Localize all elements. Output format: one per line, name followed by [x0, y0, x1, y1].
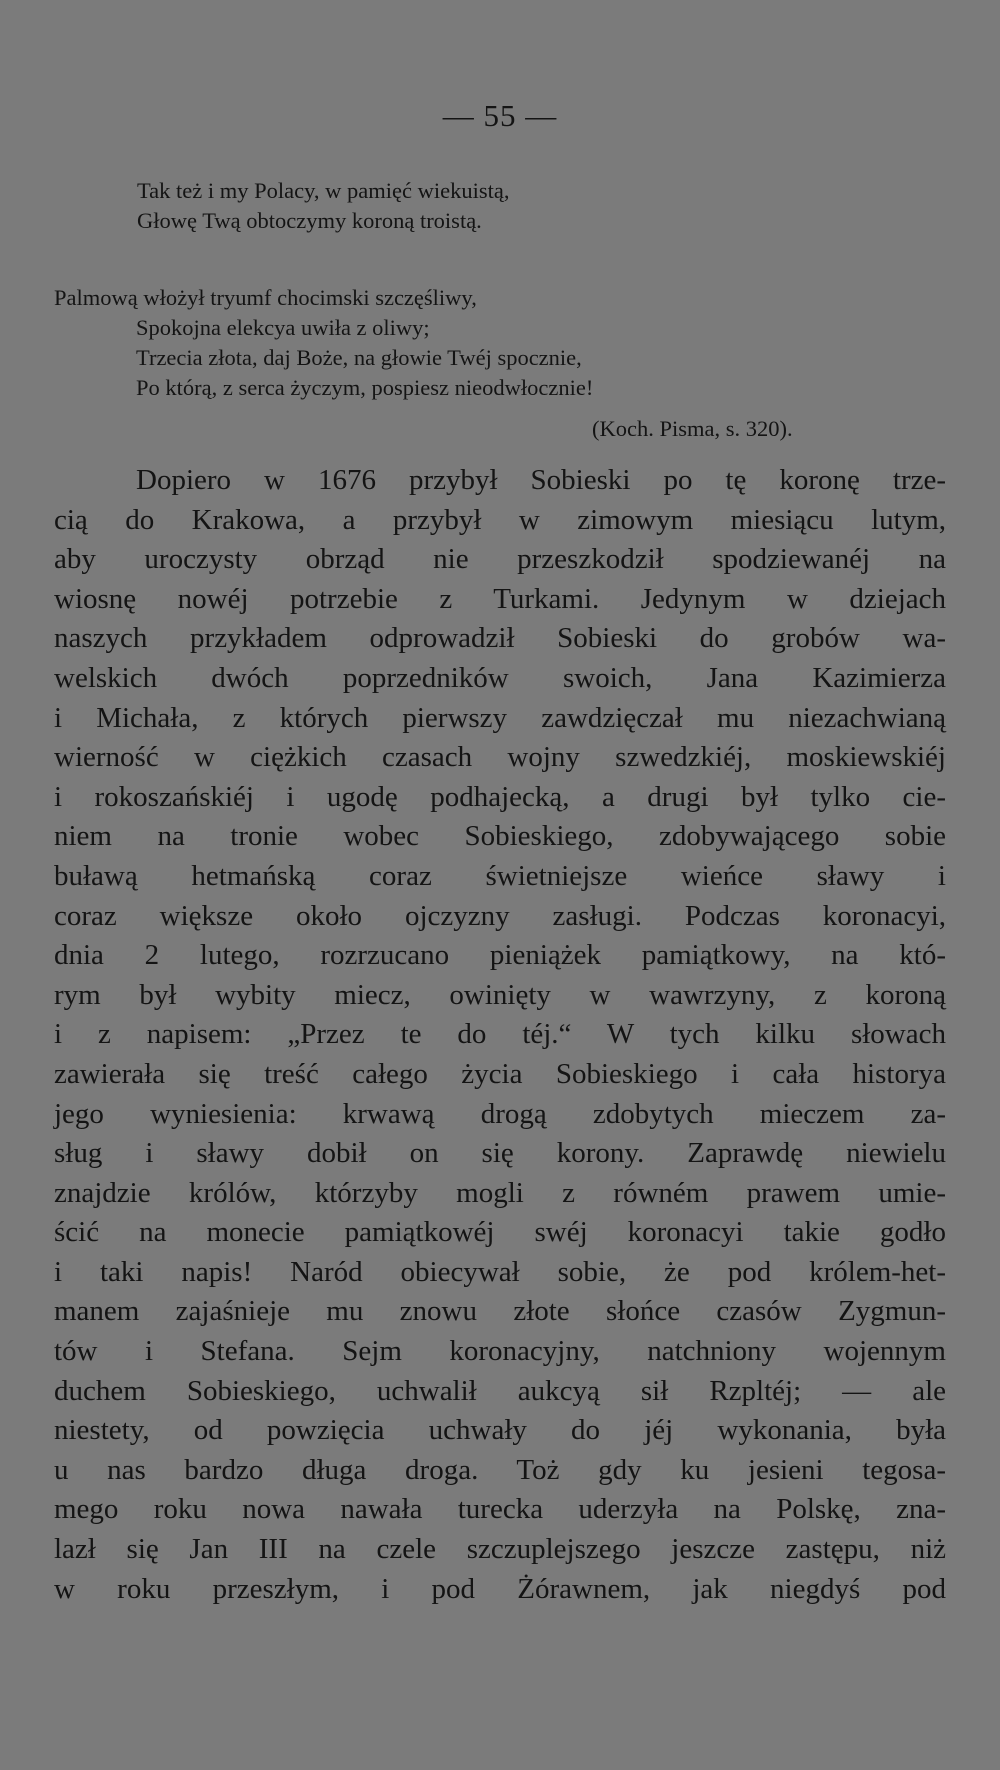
- paragraph-line: cią do Krakowa, a przybył w zimowym miesiącu lutym,: [54, 503, 946, 536]
- verse-stanza-1: [137, 176, 509, 236]
- verse-stanza-2: [54, 283, 593, 403]
- paragraph-line: wiosnę nowéj potrzebie z Turkami. Jedynym w dziejach: [54, 582, 946, 615]
- paragraph-line: manem zajaśnieje mu znowu złote słońce czasów Zygmun-: [54, 1295, 946, 1328]
- paragraph-line: welskich dwóch poprzedników swoich, Jana Kazimierza: [54, 661, 946, 694]
- paragraph-line: duchem Sobieskiego, uchwalił aukcyą sił Rzpltéj; — ale: [54, 1374, 946, 1407]
- paragraph-line: dnia 2 lutego, rozrzucano pieniążek pamiątkowy, na któ-: [54, 939, 946, 972]
- paragraph-line: niem na tronie wobec Sobieskiego, zdobywającego sobie: [54, 820, 946, 853]
- paragraph-line: naszych przykładem odprowadził Sobieski do grobów wa-: [54, 622, 946, 655]
- page-number: — 55 —: [442, 98, 558, 133]
- paragraph-line: coraz większe około ojczyzny zasługi. Podczas koronacyi,: [54, 899, 946, 932]
- paragraph-line: mego roku nowa nawała turecka uderzyła na Polskę, zna-: [54, 1493, 946, 1526]
- paragraph-line: znajdzie królów, którzyby mogli z równém prawem umie-: [54, 1176, 946, 1209]
- paragraph-line: i taki napis! Naród obiecywał sobie, że pod królem-het-: [54, 1255, 946, 1288]
- verse-line: Głowę Twą obtoczymy koroną troistą.: [137, 208, 482, 233]
- paragraph-line: wierność w ciężkich czasach wojny szwedzkiéj, moskiewskiéj: [54, 741, 946, 774]
- paragraph-line: i rokoszańskiéj i ugodę podhajecką, a drugi był tylko cie-: [54, 780, 946, 813]
- verse-line: Po którą, z serca życzym, pospiesz nieodwłocznie!: [136, 375, 594, 400]
- paragraph-line: ścić na monecie pamiątkowéj swéj koronacyi takie godło: [54, 1216, 946, 1249]
- paragraph-line: i Michała, z których pierwszy zawdzięczał mu niezachwianą: [54, 701, 946, 734]
- paragraph-line: i z napisem: „Przez te do téj.“ W tych kilku słowach: [54, 1018, 946, 1051]
- paragraph-line: w roku przeszłym, i pod Żórawnem, jak niegdyś pod: [54, 1572, 946, 1605]
- verse-citation: (Koch. Pisma, s. 320).: [592, 416, 793, 441]
- paragraph-line: rym był wybity miecz, owinięty w wawrzyny, z koroną: [54, 978, 946, 1011]
- body-paragraph: [54, 461, 946, 1609]
- paragraph-line: niestety, od powzięcia uchwały do jéj wykonania, była: [54, 1414, 946, 1447]
- verse-line: Spokojna elekcya uwiła z oliwy;: [136, 315, 430, 340]
- paragraph-line: lazł się Jan III na czele szczuplejszego jeszcze zastępu, niż: [54, 1533, 946, 1566]
- paragraph-line: tów i Stefana. Sejm koronacyjny, natchniony wojennym: [54, 1335, 946, 1368]
- paragraph-line: buławą hetmańską coraz świetniejsze wieńce sławy i: [54, 859, 946, 892]
- paragraph-line: aby uroczysty obrząd nie przeszkodził spodziewanéj na: [54, 543, 946, 576]
- paragraph-line: sług i sławy dobił on się korony. Zaprawdę niewielu: [54, 1137, 946, 1170]
- verse-line: Trzecia złota, daj Boże, na głowie Twéj spocznie,: [136, 345, 582, 370]
- verse-line: Palmową włożył tryumf chocimski szczęśliwy,: [54, 285, 477, 310]
- verse-line: Tak też i my Polacy, w pamięć wiekuistą,: [137, 178, 510, 203]
- paragraph-line: Dopiero w 1676 przybył Sobieski po tę koronę trze-: [136, 464, 946, 496]
- paragraph-line: u nas bardzo długa droga. Toż gdy ku jesieni tegosa-: [54, 1453, 946, 1486]
- paragraph-line: jego wyniesienia: krwawą drogą zdobytych mieczem za-: [54, 1097, 946, 1130]
- paragraph-line: zawierała się treść całego życia Sobieskiego i cała historya: [54, 1057, 946, 1090]
